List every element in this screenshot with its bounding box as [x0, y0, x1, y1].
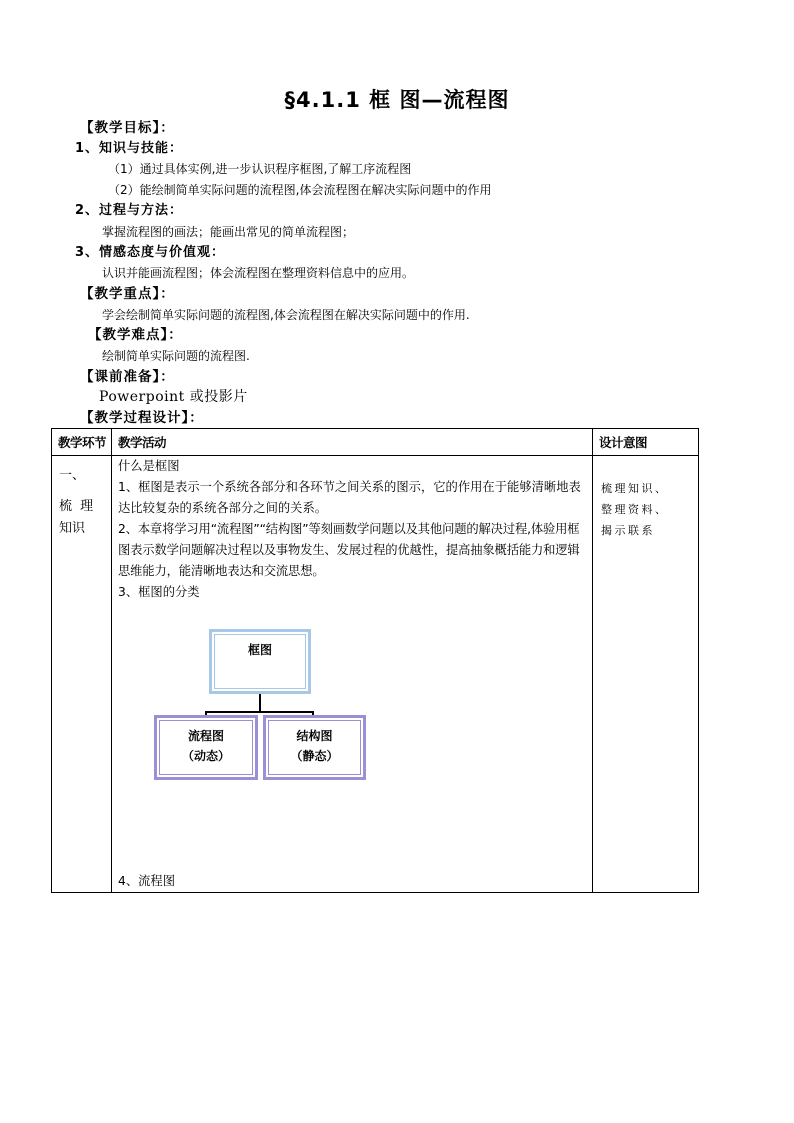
- table-divider: [111, 429, 112, 892]
- key-text: 学会绘制简单实际问题的流程图,体会流程图在解决实际问题中的作用.: [102, 308, 470, 322]
- design-intent-2: 整理资料、: [601, 503, 669, 516]
- flowchart-label: 流程图: [187, 729, 224, 743]
- attitude-text: 认识并能画流程图；体会流程图在整理资料信息中的应用。: [102, 266, 415, 280]
- activity-item-3: 3、框图的分类: [118, 585, 200, 599]
- activity-item-2: 2、本章将学习用“流程图”“结构图”等刻画数学问题以及其他问题的解决过程,体验用框图表示数学问题解决过程以及事物发生、发展过程的优越性，提高抽象概括能力和逻辑思维能力，能清晰地表达和交流思想。: [118, 522, 580, 578]
- child-box-structure: [263, 715, 366, 780]
- child-box-flowchart: [154, 715, 258, 780]
- stage-line-2: 梳 理: [59, 499, 96, 514]
- stage-line-3: 知识: [59, 521, 86, 536]
- process-text: 掌握流程图的画法；能画出常见的简单流程图；: [102, 225, 355, 239]
- process-heading: 2、过程与方法：: [75, 203, 184, 218]
- difficult-heading: 【教学难点】：: [88, 327, 183, 343]
- key-heading: 【教学重点】：: [80, 286, 175, 302]
- design-heading: 【教学过程设计】：: [80, 410, 204, 426]
- table-divider: [592, 429, 593, 892]
- lesson-table: [51, 428, 699, 893]
- design-intent-3: 揭示联系: [601, 524, 655, 537]
- root-box: [209, 629, 311, 694]
- connector: [205, 711, 314, 713]
- prep-text: Powerpoint 或投影片: [99, 389, 248, 405]
- attitude-heading: 3、情感态度与价值观：: [75, 245, 226, 260]
- flowchart-sublabel: （动态）: [181, 749, 230, 763]
- structure-label: 结构图: [296, 729, 333, 743]
- knowledge-item-1: （1）通过具体实例,进一步认识程序框图,了解工序流程图: [108, 162, 412, 176]
- difficult-text: 绘制简单实际问题的流程图.: [102, 349, 250, 363]
- header-design: 设计意图: [599, 435, 648, 450]
- design-intent-1: 梳理知识、: [601, 482, 669, 495]
- activity-item-1: 1、框图是表示一个系统各部分和各环节之间关系的图示，它的作用在于能够清晰地表达比较复杂的系统各部分之间的关系。: [118, 480, 581, 515]
- activity-heading: 什么是框图: [118, 459, 180, 473]
- stage-line-1: 一、: [59, 468, 86, 483]
- page-title: §4.1.1 框 图—流程图: [284, 88, 510, 112]
- goals-heading: 【教学目标】：: [80, 120, 175, 136]
- prep-heading: 【课前准备】：: [80, 369, 175, 385]
- header-activity: 教学活动: [118, 435, 167, 450]
- root-label: 框图: [247, 643, 272, 657]
- knowledge-item-2: （2）能绘制简单实际问题的流程图,体会流程图在解决实际问题中的作用: [108, 183, 492, 197]
- structure-sublabel: （静态）: [290, 749, 339, 763]
- knowledge-heading: 1、知识与技能：: [75, 141, 184, 156]
- connector: [259, 694, 261, 712]
- activity-item-4: 4、流程图: [118, 874, 176, 888]
- header-stage: 教学环节: [58, 435, 107, 450]
